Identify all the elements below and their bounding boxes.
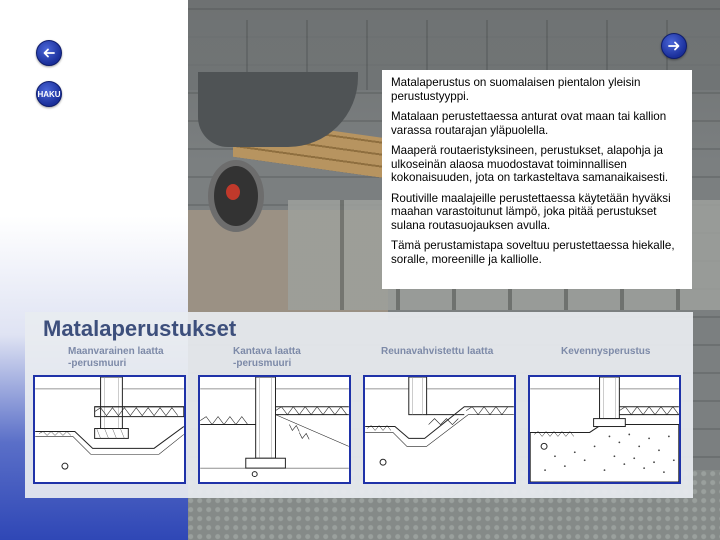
column-label-2: Kantava laatta -perusmuuri — [233, 346, 301, 369]
column-label-4: Kevennysperustus — [561, 346, 651, 357]
diagram-lightweight-foundation — [528, 375, 681, 484]
paragraph-2: Matalaan perustettaessa anturat ovat maan tai kallion varassa routarajan yläpuolella. — [391, 110, 667, 137]
paragraph-1: Matalaperustus on suomalaisen pientalon yleisin perustustyyppi. — [391, 76, 641, 103]
forward-button[interactable] — [661, 33, 687, 59]
description-text-box — [382, 70, 692, 289]
foundation-section-drawing — [35, 377, 184, 482]
diagram-load-bearing-slab — [198, 375, 351, 484]
foundation-types-panel — [25, 312, 693, 498]
column-label-1: Maanvarainen laatta -perusmuuri — [68, 346, 164, 369]
diagram-slab-on-ground — [33, 375, 186, 484]
paragraph-3: Maaperä routaeristyksineen, perustukset, alapohja ja ulkoseinän alaosa muodostavat toiminnallisen kokonaisuuden, jota on tarkasteltava samanaikaisesti. — [391, 144, 669, 184]
foundation-section-drawing — [200, 377, 349, 482]
arrow-right-icon — [667, 39, 681, 53]
search-button-label: HAKU — [37, 89, 61, 99]
paragraph-4: Routiville maalajeille perustettaessa käytetään hyväksi maahan varastoitunut lämpö, joka pitää perustukset sulana routasuojauksen avulla. — [391, 191, 671, 232]
arrow-left-icon — [42, 46, 56, 60]
column-label-3: Reunavahvistettu laatta — [381, 346, 494, 357]
panel-title: Matalaperustukset — [43, 316, 237, 341]
diagram-edge-reinforced-slab — [363, 375, 516, 484]
foundation-section-drawing — [530, 377, 679, 482]
photo-wheel — [208, 160, 264, 232]
back-button[interactable] — [36, 40, 62, 66]
paragraph-5: Tämä perustamistapa soveltuu perustettaessa hiekalle, soralle, moreenille ja kalliolle. — [391, 239, 675, 266]
search-button[interactable] — [36, 81, 62, 107]
foundation-section-drawing — [365, 377, 514, 482]
